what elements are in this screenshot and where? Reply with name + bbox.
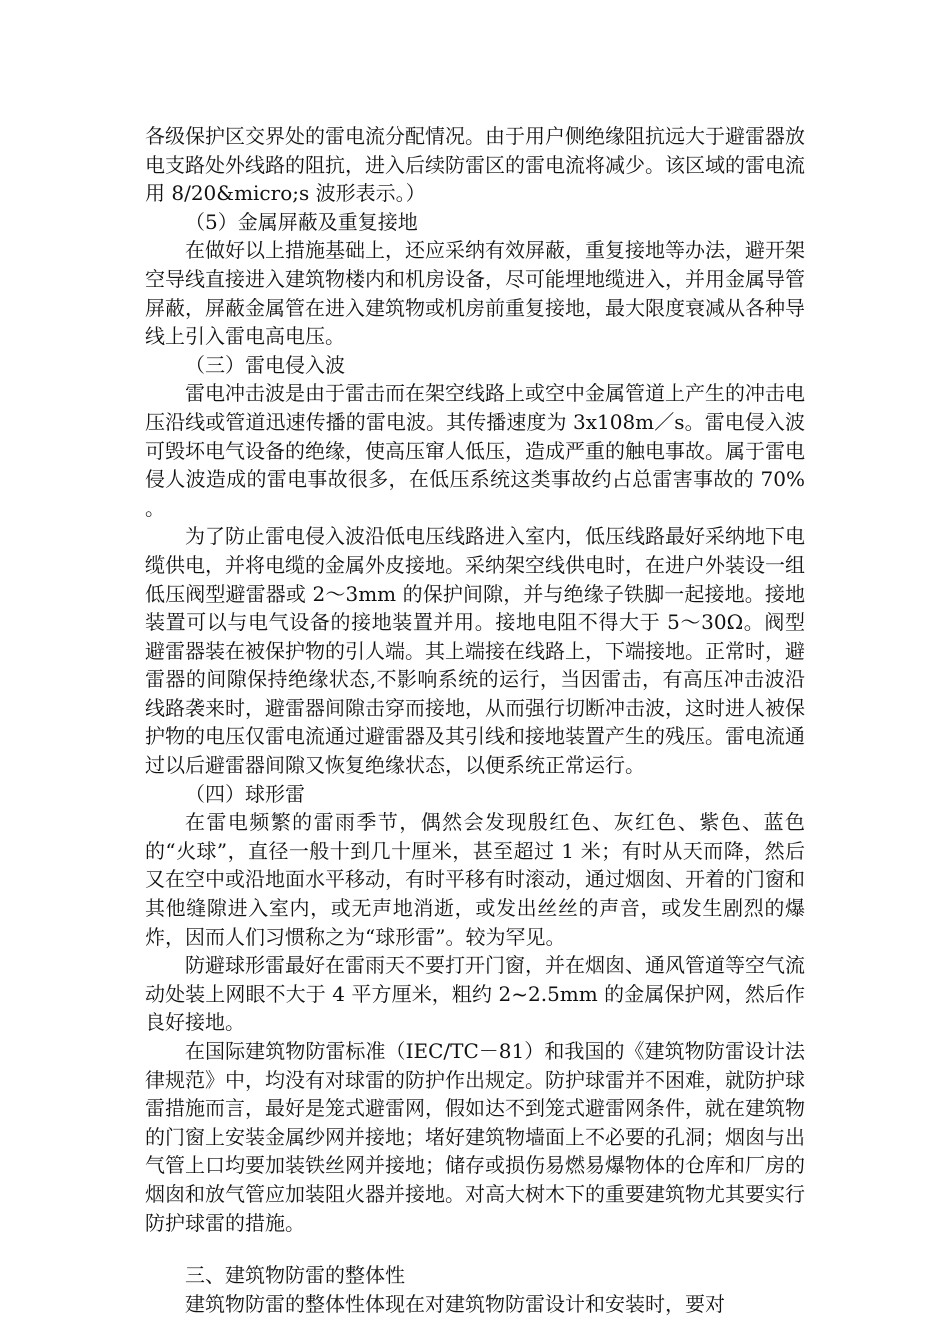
- paragraph-shielding: 在做好以上措施基础上，还应采纳有效屏蔽，重复接地等办法，避开架空导线直接进入建筑物楼内和机房设备，尽可能埋地缆进入，并用金属导管屏蔽，屏蔽金属管在进入建筑物或机房前重复接地，最大限度衰减从各种导线上引入雷电高电压。: [145, 238, 805, 349]
- paragraph-integrity: 建筑物防雷的整体性体现在对建筑物防雷设计和安装时，要对: [185, 1291, 725, 1316]
- heading-ball-lightning: （四）球形雷: [185, 781, 305, 806]
- paragraph-ball-lightning-standards: 在国际建筑物防雷标准（IEC/TC－81）和我国的《建筑物防雷设计法律规范》中，均没有对球雷的防护作出规定。防护球雷并不困难，就防护球雷措施而言，最好是笼式避雷网，假如达不到笼式避雷网条件，就在建筑物的门窗上安装金属纱网并接地；堵好建筑物墙面上不必要的孔洞；烟囱与出气管上口均要加装铁丝网并接地；储存或损伤易燃易爆物体的仓库和厂房的烟囱和放气管应加装阻火器并接地。对高大树木下的重要建筑物尤其要实行防护球雷的措施。: [145, 1039, 805, 1235]
- heading-lightning-wave: （三）雷电侵入波: [185, 352, 345, 377]
- heading-section-three: 三、建筑物防雷的整体性: [185, 1263, 405, 1288]
- document-page: [145, 122, 825, 1318]
- paragraph-wave-definition: 雷电冲击波是由于雷击而在架空线路上或空中金属管道上产生的冲击电压沿线或管道迅速传播的雷电波。其传播速度为 3x108m／s。雷电侵入波可毁坏电气设备的绝缘，使高压窜人低压，造成严重的触电事故。属于雷电侵人波造成的雷电事故很多，在低压系统这类事故约占总雷害事故的 70% 。: [145, 381, 825, 520]
- paragraph-ball-lightning-avoidance: 防避球形雷最好在雷雨天不要打开门窗，并在烟囱、通风管道等空气流动处装上网眼不大于 4 平方厘米，粗约 2~2.5mm 的金属保护网，然后作良好接地。: [145, 953, 805, 1035]
- paragraph-continuation: 各级保护区交界处的雷电流分配情况。由于用户侧绝缘阻抗远大于避雷器放电支路处外线路的阻抗，进入后续防雷区的雷电流将减少。该区域的雷电流用 8/20&micro;s 波形表示。）: [145, 124, 805, 206]
- section-gap: [145, 1237, 805, 1261]
- paragraph-ball-lightning-description: 在雷电频繁的雷雨季节，偶然会发现殷红色、灰红色、紫色、蓝色的“火球”，直径一般十到几十厘米，甚至超过 1 米；有时从天而降，然后又在空中或沿地面水平移动，有时平移有时滚动，通过烟囱、开着的门窗和其他缝隙进入室内，或无声地消逝，或发出丝丝的声音，或发生剧烈的爆炸，因而人们习惯称之为“球形雷”。较为罕见。: [145, 810, 805, 949]
- heading-metal-shielding: （5）金属屏蔽及重复接地: [185, 209, 418, 234]
- paragraph-wave-prevention: 为了防止雷电侵入波沿低电压线路进入室内，低压线路最好采纳地下电缆供电，并将电缆的金属外皮接地。采纳架空线供电时，在进户外装设一组低压阀型避雷器或 2～3mm 的保护间隙，并与绝缘子铁脚一起接地。接地装置可以与电气设备的接地装置并用。接地电阻不得大于 5～30Ω。阀型避雷器装在被保护物的引人端。其上端接在线路上，下端接地。正常时，避雷器的间隙保持绝缘状态,不影响系统的运行，当因雷击，有高压冲击波沿线路袭来时，避雷器间隙击穿而接地，从而强行切断冲击波，这时进人被保护物的电压仅雷电流通过避雷器及其引线和接地装置产生的残压。雷电流通过以后避雷器间隙又恢复绝缘状态，以便系统正常运行。: [145, 524, 805, 778]
